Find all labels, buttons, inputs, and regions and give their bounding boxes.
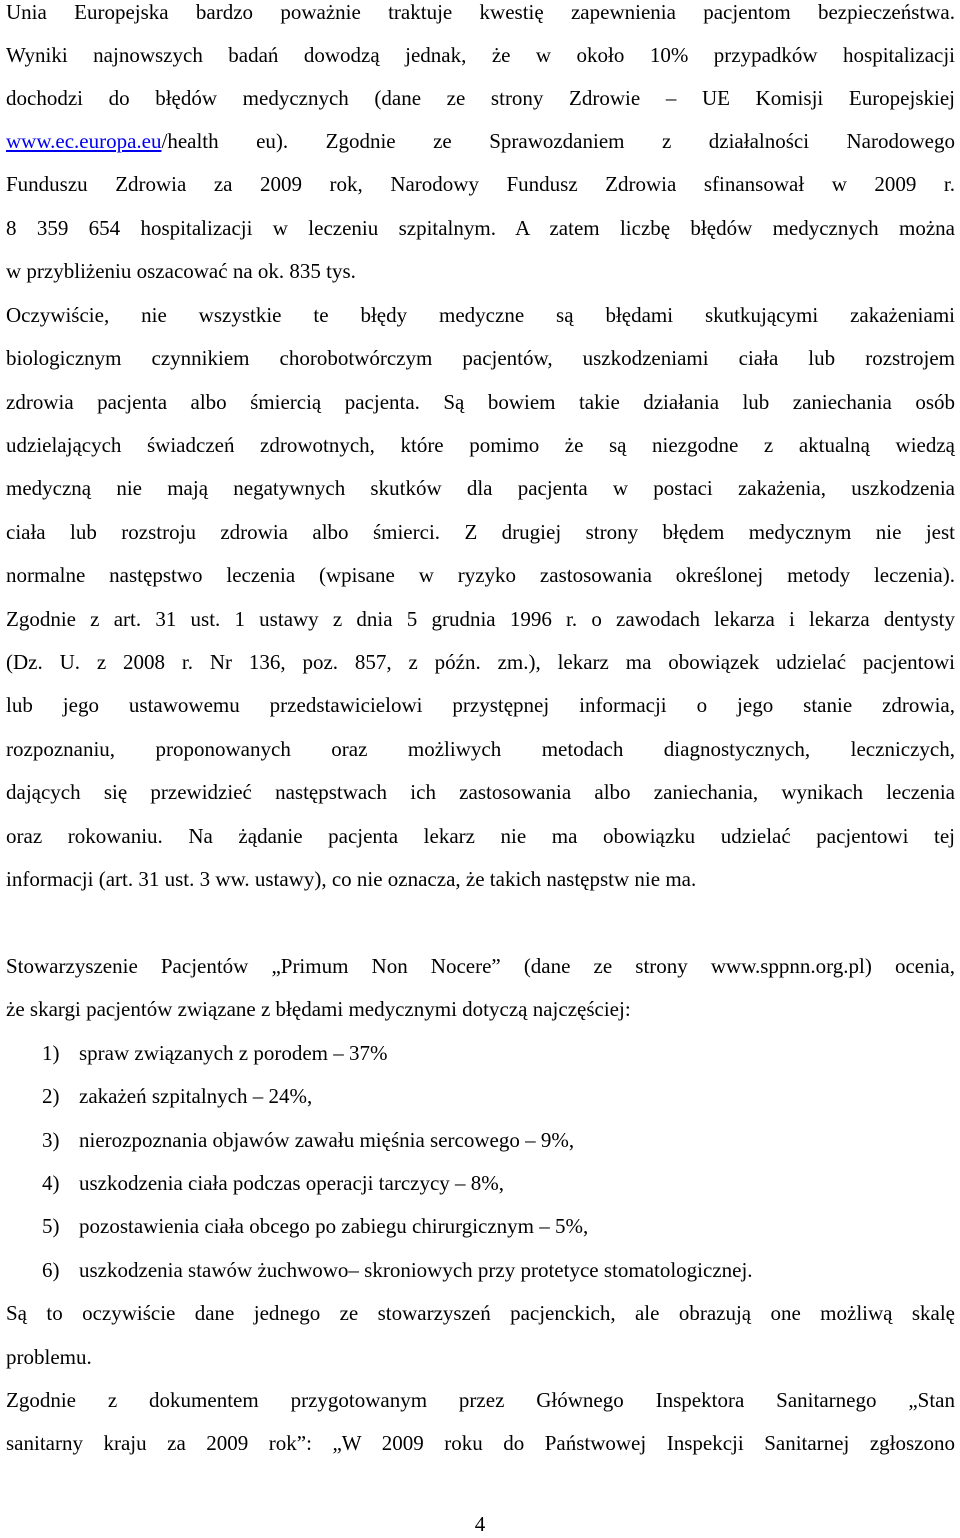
paragraph-1-line-2: Wyniki najnowszych badań dowodzą jednak, że w około 10% przypadków hospitalizacji [6, 43, 955, 67]
paragraph-1-line-7: w przybliżeniu oszacować na ok. 835 tys. [6, 259, 356, 283]
paragraph-2-line-4: udzielających świadczeń zdrowotnych, które pomimo że są niezgodne z aktualną wiedzą [6, 433, 955, 457]
paragraph-1-line-1: Unia Europejska bardzo poważnie traktuje kwestię zapewnienia pacjentom bezpieczeństwa. [6, 0, 955, 24]
paragraph-2-line-12: dających się przewidzieć następstwach ich zastosowania albo zaniechania, wynikach leczenia [6, 780, 955, 804]
paragraph-2-line-13: oraz rokowaniu. Na żądanie pacjenta lekarz nie ma obowiązku udzielać pacjentowi tej [6, 824, 955, 848]
list-item-text: uszkodzenia stawów żuchwowo– skroniowych przy protetyce stomatologicznej. [79, 1258, 753, 1282]
list-item-text: uszkodzenia ciała podczas operacji tarczycy – 8%, [79, 1171, 505, 1195]
list-item-text: spraw związanych z porodem – 37% [79, 1041, 388, 1065]
document-page [6, 0, 955, 1532]
paragraph-4-line-2: problemu. [6, 1345, 92, 1369]
paragraph-2-line-1: Oczywiście, nie wszystkie te błędy medyczne są błędami skutkującymi zakażeniami [6, 303, 955, 327]
list-item-number: 1) [42, 1041, 60, 1065]
paragraph-2-line-7: normalne następstwo leczenia (wpisane w ryzyko zastosowania określonej metody leczenia). [6, 563, 955, 587]
paragraph-2-line-9: (Dz. U. z 2008 r. Nr 136, poz. 857, z późn. zm.), lekarz ma obowiązek udzielać pacjentowi [6, 650, 955, 674]
page-number: 4 [474, 1512, 486, 1536]
list-item-number: 5) [42, 1214, 60, 1238]
paragraph-1-line-4 [6, 127, 955, 155]
paragraph-2-line-6: ciała lub rozstroju zdrowia albo śmierci. Z drugiej strony błędem medycznym nie jest [6, 520, 955, 544]
ec-europa-link[interactable]: www.ec.europa.eu [6, 129, 162, 153]
paragraph-2-line-3: zdrowia pacjenta albo śmiercią pacjenta. Są bowiem takie działania lub zaniechania osób [6, 390, 955, 414]
paragraph-2-line-5: medyczną nie mają negatywnych skutków dla pacjenta w postaci zakażenia, uszkodzenia [6, 476, 955, 500]
paragraph-1-line-4-text: /health eu). Zgodnie ze Sprawozdaniem z działalności Narodowego [161, 129, 955, 153]
paragraph-3-line-1: Stowarzyszenie Pacjentów „Primum Non Nocere” (dane ze strony www.sppnn.org.pl) ocenia, [6, 954, 955, 978]
paragraph-2-line-10: lub jego ustawowemu przedstawicielowi przystępnej informacji o jego stanie zdrowia, [6, 693, 955, 717]
list-item-number: 6) [42, 1258, 60, 1282]
list-item-number: 4) [42, 1171, 60, 1195]
paragraph-2-line-14: informacji (art. 31 ust. 3 ww. ustawy), co nie oznacza, że takich następstw nie ma. [6, 867, 697, 891]
paragraph-2-line-8: Zgodnie z art. 31 ust. 1 ustawy z dnia 5 grudnia 1996 r. o zawodach lekarza i lekarza dentysty [6, 607, 955, 631]
paragraph-2-line-2: biologicznym czynnikiem chorobotwórczym pacjentów, uszkodzeniami ciała lub rozstrojem [6, 346, 955, 370]
list-item-number: 3) [42, 1128, 60, 1152]
list-item-text: pozostawienia ciała obcego po zabiegu chirurgicznym – 5%, [79, 1214, 589, 1238]
list-item-text: zakażeń szpitalnych – 24%, [79, 1084, 313, 1108]
paragraph-1-line-3: dochodzi do błędów medycznych (dane ze strony Zdrowie – UE Komisji Europejskiej [6, 86, 955, 110]
paragraph-4-line-1: Są to oczywiście dane jednego ze stowarzyszeń pacjenckich, ale obrazują one możliwą skalę [6, 1301, 955, 1325]
paragraph-5-line-1: Zgodnie z dokumentem przygotowanym przez Głównego Inspektora Sanitarnego „Stan [6, 1388, 955, 1412]
list-item-number: 2) [42, 1084, 60, 1108]
list-item-text: nierozpoznania objawów zawału mięśnia sercowego – 9%, [79, 1128, 575, 1152]
paragraph-2-line-11: rozpoznaniu, proponowanych oraz możliwych metodach diagnostycznych, leczniczych, [6, 737, 955, 761]
paragraph-1-line-5: Funduszu Zdrowia za 2009 rok, Narodowy Fundusz Zdrowia sfinansował w 2009 r. [6, 172, 955, 196]
paragraph-1-line-6: 8 359 654 hospitalizacji w leczeniu szpitalnym. A zatem liczbę błędów medycznych można [6, 216, 955, 240]
paragraph-3-line-2: że skargi pacjentów związane z błędami medycznymi dotyczą najczęściej: [6, 997, 631, 1021]
paragraph-5-line-2: sanitarny kraju za 2009 rok”: „W 2009 roku do Państwowej Inspekcji Sanitarnej zgłoszono [6, 1431, 955, 1455]
